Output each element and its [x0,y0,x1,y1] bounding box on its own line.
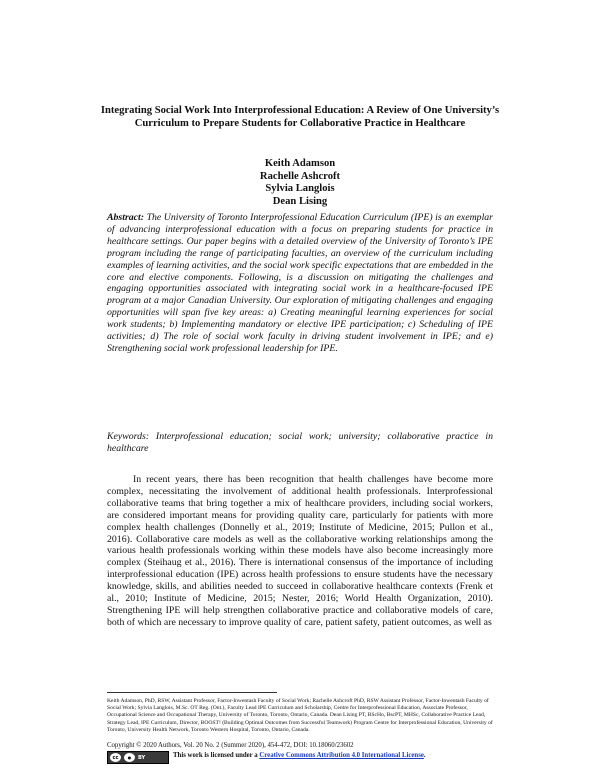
cc-icon: cc [110,753,121,762]
license-prefix: This work is licensed under a [173,752,260,759]
license-statement [173,752,426,759]
abstract [107,212,493,355]
author-name: Sylvia Langlois [265,183,335,194]
license-suffix: . [423,752,426,759]
footnote-divider [107,692,277,693]
keywords: Keywords: Interprofessional education; social work; university; collaborative practice in healthcare [107,431,493,454]
author-name: Rachelle Ashcroft [259,170,341,182]
license-row [107,751,493,763]
paper-title: Integrating Social Work Into Interprofessional Education: A Review of One University’s Curriculum to Prepare Students for Collaborative Practice in Healthcare [100,105,500,129]
copyright-line: Copyright © 2020 Authors, Vol. 20 No. 2 (Summer 2020), 454-472, DOI: 10.18060/23602 [107,742,354,749]
abstract-label: Abstract: [107,212,145,223]
author-name: Dean Lising [272,195,328,207]
person-icon: ● [124,753,135,762]
author-list [150,158,450,208]
by-label: BY [138,754,146,761]
abstract-text: The University of Toronto Interprofessional Education Curriculum (IPE) is an exemplar of advancing interprofessional education with a focus on preparing students for practice in healthcare settings. Our paper begins with a detailed overview of the University of Toronto’s IPE program including the range of participating faculties, an overview of the curriculum including examples of learning activities, and the social work specific expectations that are embedded in the core and elective components. Following, is a discussion on mitigating the challenges and engaging opportunities associated with integrating social work in a healthcare-focused IPE program at a major Canadian University. Our exploration of mitigating challenges and engaging opportunities will span five key areas: a) Creating meaningful learning experiences for social work students; b) Implementing mandatory or elective IPE participation; c) Scheduling of IPE activities; d) The role of social work faculty in driving student involvement in IPE; and e) Strengthening social work professional leadership for IPE. [107,212,493,354]
author-footnote: Keith Adamson, PhD, RSW, Assistant Professor, Factor-Inwentash Faculty of Social Work; Rachelle Ashcroft PhD, RSW Assistant Professor, Factor-Inwentash Faculty of Social Work; Sylvia Langlois, M.Sc. OT Reg. (Ont.), Faculty Lead IPE Curriculum and Scholarship, Centre for Interprofessional Education, Associate Professor, Occupational Science and Occupational Therapy, University of Toronto, Toronto, Ontario, Canada. Dean Lising PT, BScHo, BscPT, MHSc, Collaborative Practice Lead, Strategy Lead, IPE Curriculum, Director, BOOST! (Building Optimal Outcomes from Successful Teamwork) Program Centre for Interprofessional Education, University of Toronto, University Health Network, Toronto Western Hospital, Toronto, Ontario, Canada. [107,698,493,733]
body-paragraph: In recent years, there has been recognition that health challenges have become more complex, necessitating the involvement of additional health professionals. Interprofessional collaborative teams that bring together a mix of healthcare providers, including social workers, are considered important means for providing quality care, particularly for patients with more complex health challenges (Donnelly et al., 2019; Institute of Medicine, 2015; Pullon et al., 2016). Collaborative care models as well as the collaborative working relationships among the various health professionals working within these models have also become increasingly more complex (Steihaug et al., 2016). There is international consensus of the importance of including interprofessional education (IPE) across health professions to ensure students have the necessary knowledge, skills, and abilities needed to succeed in collaborative healthcare contexts (Frenk et al., 2010; Institute of Medicine, 2015; Nester, 2016; World Health Organization, 2010). Strengthening IPE will help strengthen collaborative practice and collaborative models of care, both of which are necessary to improve quality of care, patient safety, patient outcomes, as well as [107,474,493,628]
license-link[interactable]: Creative Commons Attribution 4.0 International License [259,752,424,759]
author-name: Keith Adamson [264,158,336,169]
cc-by-badge[interactable] [107,751,169,764]
